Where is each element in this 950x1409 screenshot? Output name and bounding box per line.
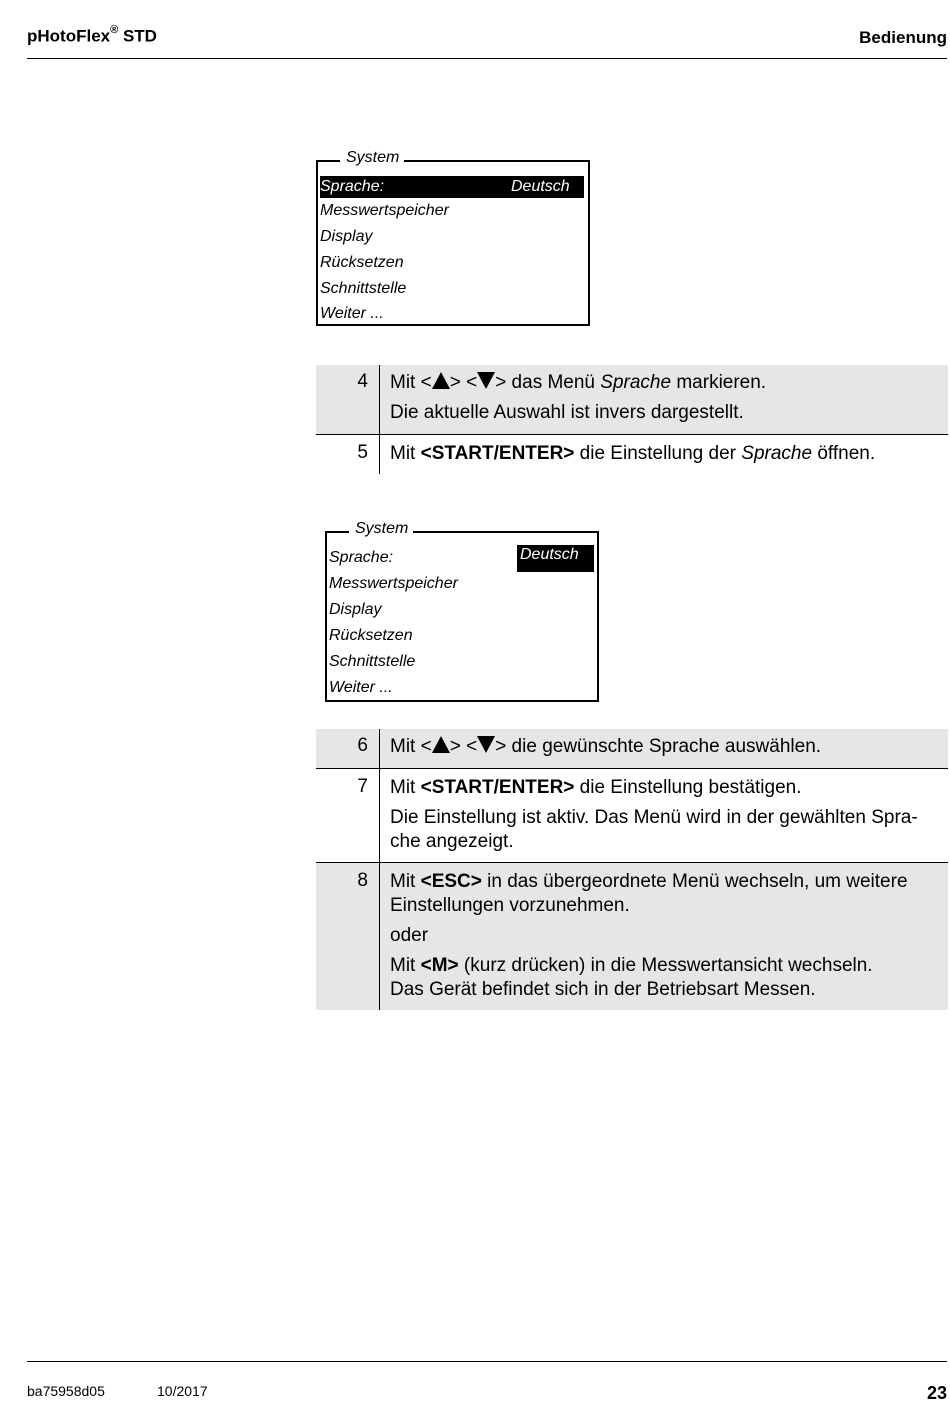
arrow-up-icon: [432, 372, 450, 389]
footer-doc-id: ba75958d05: [27, 1383, 105, 1399]
page-number: 23: [926, 1383, 947, 1403]
arrow-down-icon: [477, 736, 495, 753]
menu-row: Weiter ...: [329, 679, 393, 696]
step-number: 5: [316, 435, 380, 475]
step-number: 8: [316, 863, 380, 1011]
menu-row: Display: [329, 601, 382, 618]
step-text: Mit < > < > das Menü Sprache markieren. Die aktuelle Auswahl ist invers dargestellt.: [390, 372, 767, 423]
product-model: STD: [122, 26, 157, 46]
menu-row: Display: [320, 228, 373, 245]
arrow-up-icon: [432, 736, 450, 753]
footer-date: 10/2017: [157, 1383, 208, 1399]
menu-row: Rücksetzen: [329, 627, 413, 644]
display-screen-1: [316, 149, 590, 326]
menu-row: Schnittstelle: [320, 280, 407, 297]
menu-label: Sprache:: [329, 549, 394, 566]
step-text: Mit <ESC> in das übergeordnete Menü wechseln, um weitere Einstellungen vorzunehmen. oder Mit <M> (kurz drücken) in die Messwertansicht wechseln. Das Gerät befindet sich in der Betriebsart Messen.: [380, 863, 949, 1011]
step-row: [316, 365, 948, 435]
menu-value: Deutsch: [511, 178, 570, 195]
product-name: pHotoFlex: [27, 26, 111, 46]
menu-label: Sprache:: [320, 178, 385, 195]
menu-row: Messwertspeicher: [329, 575, 458, 592]
step-row: [316, 435, 948, 475]
header-section: Bedienung: [859, 28, 947, 47]
step-text: Mit <START/ENTER> die Einstellung der Sprache öffnen.: [380, 435, 949, 475]
steps-table-2: [316, 729, 948, 1010]
header-rule: [27, 58, 947, 59]
registered-mark: ®: [110, 24, 119, 36]
step-text: Mit < > < > die gewünschte Sprache auswählen.: [390, 736, 822, 757]
footer-rule: [27, 1361, 947, 1362]
steps-table-1: [316, 365, 948, 474]
step-text: Mit <START/ENTER> die Einstellung bestätigen. Die Einstellung ist aktiv. Das Menü wird in der gewählten Spra- che angezeigt.: [380, 769, 949, 863]
step-number: 7: [316, 769, 380, 863]
language-value-selected: Deutsch: [517, 545, 594, 572]
display-screen-2: [325, 520, 599, 702]
arrow-down-icon: [477, 372, 495, 389]
screen-title: System: [340, 148, 404, 168]
menu-row: Schnittstelle: [329, 653, 416, 670]
step-row: [316, 729, 948, 769]
menu-row: Messwertspeicher: [320, 202, 449, 219]
menu-row: Rücksetzen: [320, 254, 404, 271]
header-product: [27, 26, 157, 47]
menu-row: Weiter ...: [320, 305, 384, 322]
screen-title: System: [349, 519, 413, 539]
menu-row-sprache-highlighted: [320, 176, 584, 198]
step-row: [316, 863, 948, 1011]
step-row: [316, 769, 948, 863]
step-number: 4: [316, 365, 380, 435]
step-number: 6: [316, 729, 380, 769]
